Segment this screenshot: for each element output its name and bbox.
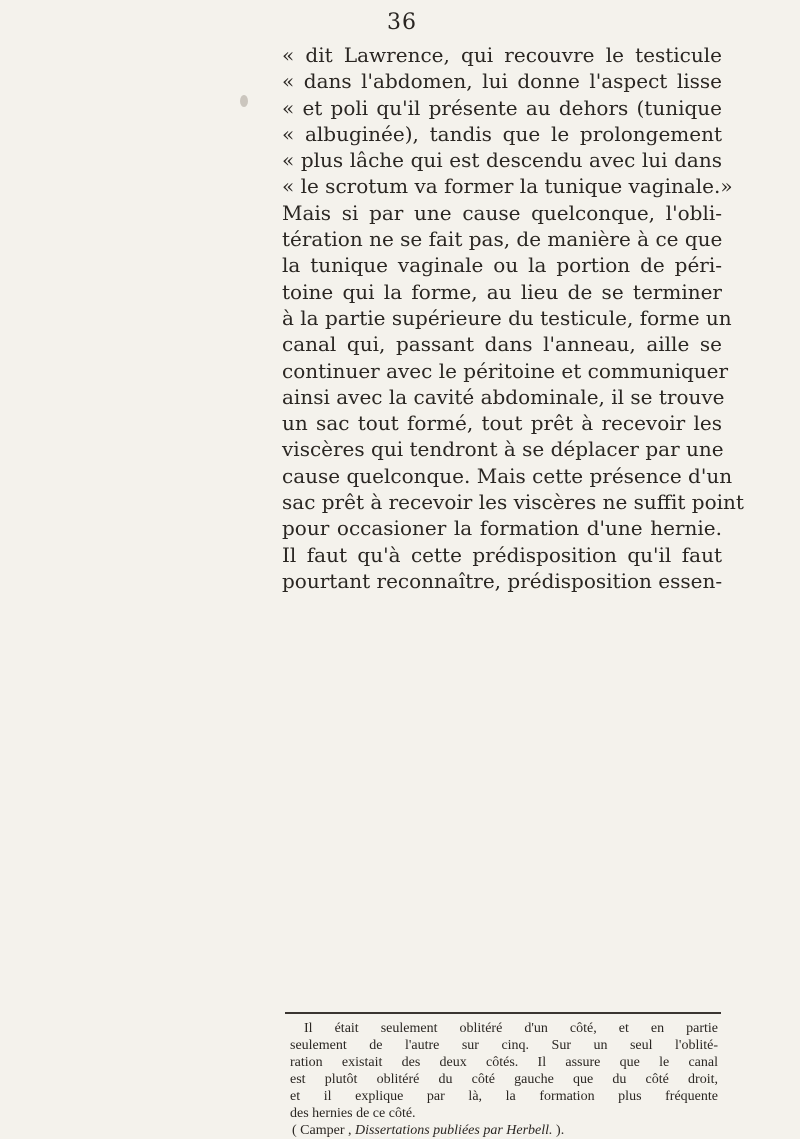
text-line: Mais si par une cause quelconque, l'obli-	[282, 200, 722, 225]
page-number: 36	[387, 10, 417, 35]
text-line: à la partie supérieure du testicule, forme un	[282, 305, 732, 330]
ink-smudge	[240, 95, 248, 107]
text-line: « albuginée), tandis que le prolongement	[282, 121, 722, 146]
citation-prefix: ( Camper ,	[292, 1123, 355, 1138]
footnote-line: des hernies de ce côté.	[290, 1106, 416, 1121]
footnote-line: et il explique par là, la formation plus fréquente	[290, 1089, 718, 1104]
text-line: pour occasioner la formation d'une hernie.	[282, 516, 722, 541]
text-line: ainsi avec la cavité abdominale, il se trouve	[282, 384, 725, 409]
text-line: la tunique vaginale ou la portion de péri-	[282, 253, 722, 278]
main-text	[282, 42, 744, 594]
text-line: « dans l'abdomen, lui donne l'aspect lisse	[282, 69, 722, 94]
footnote-line: est plutôt oblitéré du côté gauche que du côté droit,	[290, 1072, 718, 1087]
text-line: un sac tout formé, tout prêt à recevoir les	[282, 411, 722, 436]
footnote-citation	[290, 1122, 718, 1139]
citation-suffix: ).	[552, 1123, 565, 1138]
footnote	[290, 1020, 718, 1139]
text-line: pourtant reconnaître, prédisposition essen-	[282, 568, 723, 593]
text-line: toine qui la forme, au lieu de se terminer	[282, 279, 722, 304]
footnote-line: ration existait des deux côtés. Il assure que le canal	[290, 1055, 718, 1070]
text-line: continuer avec le péritoine et communiquer	[282, 358, 729, 383]
text-line: canal qui, passant dans l'anneau, aille se	[282, 332, 722, 357]
text-line: tération ne se fait pas, de manière à ce que	[282, 227, 723, 252]
text-line: viscères qui tendront à se déplacer par une	[282, 437, 724, 462]
text-line: cause quelconque. Mais cette présence d'un	[282, 463, 733, 488]
footnote-divider	[285, 1012, 721, 1014]
text-line: « plus lâche qui est descendu avec lui dans	[282, 148, 722, 173]
text-line: sac prêt à recevoir les viscères ne suffit point	[282, 490, 744, 515]
text-line: « et poli qu'il présente au dehors (tunique	[282, 95, 722, 120]
footnote-line: seulement de l'autre sur cinq. Sur un seul l'oblité-	[290, 1038, 718, 1053]
citation-title: Dissertations publiées par Herbell.	[354, 1123, 553, 1138]
text-line: « dit Lawrence, qui recouvre le testicule	[282, 43, 722, 67]
text-line: « le scrotum va former la tunique vaginale.»	[282, 174, 733, 199]
footnote-line: Il était seulement oblitéré d'un côté, et en partie	[304, 1021, 718, 1036]
text-line: Il faut qu'à cette prédisposition qu'il faut	[282, 542, 722, 567]
